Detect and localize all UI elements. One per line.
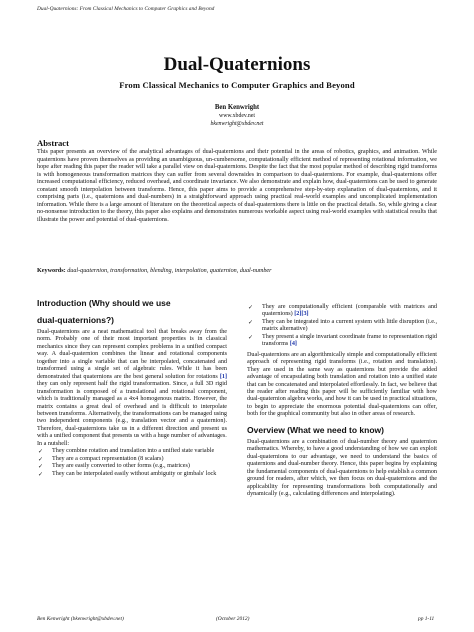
checkmark-icon: ✓ [248, 333, 254, 341]
footer-pages: pp 1-11 [418, 616, 435, 622]
keywords [37, 268, 437, 276]
abstract-text: This paper presents an overview of the analytical advantages of dual-quaternions and their potential in the areas of robotics, graphics, and animation. While quaternions have proven themselves as providing an unambiguous, un-cumbersome, computationally efficient method of representing rotational information, we hope after reading this paper the reader will take a parallel view on dual-quaternions. Despite the fact that the most popular method of describing rigid transforms is with homogeneous transformation matrices they can suffer from several downsides in comparison to dual-quaternions. For example, dual-quaternions offer increased computational efficiency, reduced overhead, and coordinate invariance. We also demonstrate and explain how, dual-quaternions can be used to generate constant smooth interpolation between transforms. Hence, this paper aims to provide a comprehensive step-by-step explanation of dual-quaternions, and it comprising parts (i.e., quaternions and dual-numbers) in a straightforward approach using practical real-world examples and uncomplicated implementation information. While there is a large amount of literature on the theoretical aspects of dual-quaternions there is little on the practical details. So, while giving a clear no-nonsense introduction to the theory, this paper also explains and demonstrates numerous workable aspect using real-world examples with statistical results that illustrate the power and potential of dual-quaternions. [37, 149, 437, 223]
paper-title: Dual-Quaternions [163, 54, 311, 75]
checkmark-icon: ✓ [38, 448, 44, 456]
footer-date: (October 2012) [216, 616, 250, 622]
intro-paragraph-part2: they can only represent half the rigid transformation. Since, a full 3D rigid transformation is composed of a translational and rotational component, which is traditionally managed as a 4x4 homogenous matrix. However, the matrix contains a great deal of overhead and is difficult to interpolate between transforms. Alternatively, the transformations can be managed using two independent components (e.g., translation vector and a quaternion). Therefore, dual-quaternions take us in a different direction and present us with a unified component that presents us with a huge number of advantages. [37, 381, 227, 440]
left-column [37, 295, 227, 478]
list-item: ✓ They are a compact representation (8 scalars) [38, 455, 164, 463]
overview-heading: Overview (What we need to know) [247, 424, 384, 435]
overview-paragraph: Dual-quaternions are a combination of dual-number theory and quaternion mathematics. Whereby, to have a good understanding of how we can exploit dual-quaternions to our advantage, we need to understand the basics of quaternions and dual-number theory. Hence, this paper begins by explaining the fundamental components of dual-quaternions to help establish a common ground for readers, after which, we then focus on dual-quaternions and the applicability for representing transformations both computationally and dynamically (e.g., calculating differences and interpolating). [247, 438, 437, 497]
advantages-list-left [37, 448, 227, 478]
intro-paragraph-part1: Dual-quaternions are a neat mathematical tool that breaks away from the norm. Probably one of their most important properties is in classical mechanics since they can represent complex problems in a unified compact way. A dual-quaternion combines the linear and rotational components together into a single variable that can be interpolated, concatenated and transformed using a single set of algebraic rules. While it has been demonstrated that quaternions are the best general solution for rotations [37, 329, 227, 380]
paper-subtitle: From Classical Mechanics to Computer Graphics and Beyond [119, 80, 355, 90]
intro-paragraph-2: Dual-quaternions are an algorithmically simple and computationally efficient approach of representing rigid transforms (i.e., rotation and translation). They are used in the same way as quaternions but provide the added advantage of encapsulating both translation and rotation into a unified state that can be concatenated and interpolated effortlessly. In fact, we believe that the reader after reading this paper will be sufficiently familiar with how dual-quaternion algebra works, and how it can be used in practical situations, to begin to appreciate the enormous potential dual-quaternions can offer, both for the graphical community but also in other areas of research. [247, 351, 437, 418]
intro-heading [37, 295, 227, 329]
checkmark-icon: ✓ [38, 470, 44, 478]
abstract-heading: Abstract [37, 138, 69, 148]
author-name: Ben Kenwright [214, 104, 260, 111]
citation-1[interactable]: [1] [219, 373, 227, 380]
intro-paragraph [37, 329, 227, 441]
author-website: www.xbdev.net [219, 113, 255, 119]
keywords-list: dual-quaternion, transformation, blending, interpolation, quaternion, dual-number [67, 268, 272, 274]
advantages-list-right [247, 304, 437, 349]
list-item: ✓ They are computationally efficient (comparable with matrices and quaternions) [2][3] [248, 304, 437, 318]
author-email: bkenwright@xbdev.net [210, 121, 264, 127]
list-item: ✓ They can be integrated into a current system with little disruption (i.e., matrix alternative) [248, 318, 437, 333]
citation-2-3[interactable]: [2][3] [294, 311, 309, 318]
nutshell-label: In a nutshell: [37, 440, 70, 447]
running-header: Dual-Quaternions: From Classical Mechanics to Computer Graphics and Beyond [37, 6, 215, 12]
list-item: ✓ They are easily converted to other forms (e.g., matrices) [38, 463, 190, 471]
citation-4[interactable]: [4] [289, 341, 297, 348]
checkmark-icon: ✓ [38, 463, 44, 471]
footer-author: Ben Kenwright (bkenwright@xbdev.net) [37, 616, 124, 622]
checkmark-icon: ✓ [248, 304, 254, 311]
intro-heading-line2: dual-quaternions?) [37, 315, 114, 325]
list-item: ✓ They present a single invariant coordinate frame to representation rigid transforms [4] [248, 333, 437, 348]
checkmark-icon: ✓ [38, 455, 44, 463]
intro-heading-line1: Introduction (Why should we use [37, 298, 171, 308]
checkmark-icon: ✓ [248, 318, 254, 326]
keywords-label: Keywords: [37, 268, 66, 274]
list-item: ✓ They can be interpolated easily without ambiguity or gimbals' lock [38, 470, 217, 478]
right-column [247, 304, 437, 498]
list-item: ✓ They combine rotation and translation into a unified state variable [38, 448, 215, 456]
